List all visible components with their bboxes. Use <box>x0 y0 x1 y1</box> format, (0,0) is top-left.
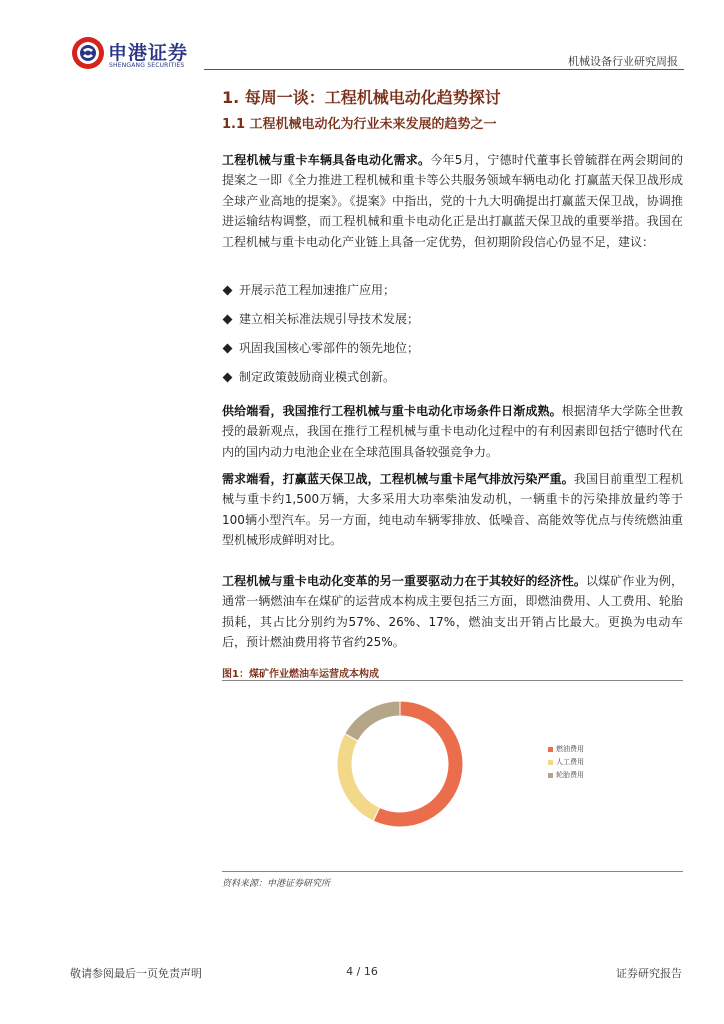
legend-swatch <box>548 773 553 778</box>
bullet-icon <box>223 314 233 324</box>
logo-text: 申港证券 <box>108 42 189 64</box>
paragraph-lead: 供给端看，我国推行工程机械与重卡电动化市场条件日渐成熟。 <box>222 404 562 418</box>
paragraph-lead: 工程机械与重卡车辆具备电动化需求。 <box>222 153 431 167</box>
paragraph-lead: 需求端看，打赢蓝天保卫战，工程机械与重卡尾气排放污染严重。 <box>222 472 574 486</box>
legend-item <box>548 756 584 769</box>
legend-item <box>548 743 584 756</box>
paragraph-lead: 工程机械与重卡电动化变革的另一重要驱动力在于其较好的经济性。 <box>222 574 587 588</box>
list-item: 开展示范工程加速推广应用； <box>222 280 683 309</box>
figure-source: 资料来源：申港证券研究所 <box>222 879 331 889</box>
bullet-icon <box>223 285 233 295</box>
list-item: 建立相关标准法规引导技术发展； <box>222 309 683 338</box>
donut-slice-2 <box>337 734 380 821</box>
figure-title: 图1：煤矿作业燃油车运营成本构成 <box>222 669 379 680</box>
paragraph-text: 今年5月，宁德时代董事长曾毓群在两会期间的提案之一即《全力推进工程机械和重卡等公共服务领域车辆电动化 打赢蓝天保卫战形成全球产业高地的提案》。《提案》中指出，党的十九大明确提出打赢蓝天保卫战，协调推进运输结构调整，而工程机械和重卡电动化正是出打赢蓝天保卫战的重要举措。我国在工程机械与重卡电动化产业链上具备一定优势，但初期阶段信心仍显不足，建议： <box>222 153 683 249</box>
donut-slice-1 <box>373 701 463 827</box>
paragraph-text: 以煤矿作业为例，通常一辆燃油车在煤矿的运营成本构成主要包括三方面，即燃油费用、人工费用、轮胎损耗，其占比分别约为57%、26%、17%，燃油支出开销占比最大。更换为电动车后，预计燃油费用将节省约25%。 <box>222 574 683 650</box>
chart-legend <box>548 743 584 782</box>
logo-subtext: SHENGANG SECURITIES <box>109 62 185 69</box>
paragraph-text: 我国目前重型工程机械与重卡约1,500万辆，大多采用大功率柴油发动机，一辆重卡的污染排放量约等于100辆小型汽车。另一方面，纯电动车辆零排放、低噪音、高能效等优点与传统燃油重型机械形成鲜明对比。 <box>222 472 683 548</box>
paragraph-3 <box>222 469 683 551</box>
legend-label: 燃油费用 <box>556 745 584 753</box>
legend-label: 人工费用 <box>556 758 584 766</box>
list-item: 巩固我国核心零部件的领先地位； <box>222 338 683 367</box>
page-number: 4 / 16 <box>346 965 378 978</box>
legend-swatch <box>548 760 553 765</box>
paragraph-text: 根据清华大学陈全世教授的最新观点，我国在推行工程机械与重卡电动化过程中的有利因素即包括宁德时代在内的国内动力电池企业在全球范围具备较强竞争力。 <box>222 404 683 459</box>
paragraph-4 <box>222 571 683 653</box>
report-label: 证券研究报告 <box>616 967 682 980</box>
section-heading: 1. 每周一谈：工程机械电动化趋势探讨 <box>222 88 501 107</box>
list-item: 制定政策鼓励商业模式创新。 <box>222 367 683 396</box>
bullet-icon <box>223 372 233 382</box>
figure-bottom-rule <box>222 871 683 872</box>
donut-slice-3 <box>345 701 400 741</box>
paragraph-2 <box>222 401 683 462</box>
suggestion-list <box>222 280 683 396</box>
paragraph-1 <box>222 150 683 252</box>
bullet-icon <box>223 343 233 353</box>
figure-top-rule <box>222 680 683 681</box>
disclaimer-note: 敬请参阅最后一页免责声明 <box>70 967 202 980</box>
report-type: 机械设备行业研究周报 <box>568 55 678 68</box>
legend-item <box>548 769 584 782</box>
logo-icon <box>71 36 105 70</box>
legend-swatch <box>548 747 553 752</box>
subsection-heading: 1.1 工程机械电动化为行业未来发展的趋势之一 <box>222 117 497 132</box>
header-divider <box>204 69 684 70</box>
donut-chart <box>330 694 470 834</box>
legend-label: 轮胎费用 <box>556 771 584 779</box>
